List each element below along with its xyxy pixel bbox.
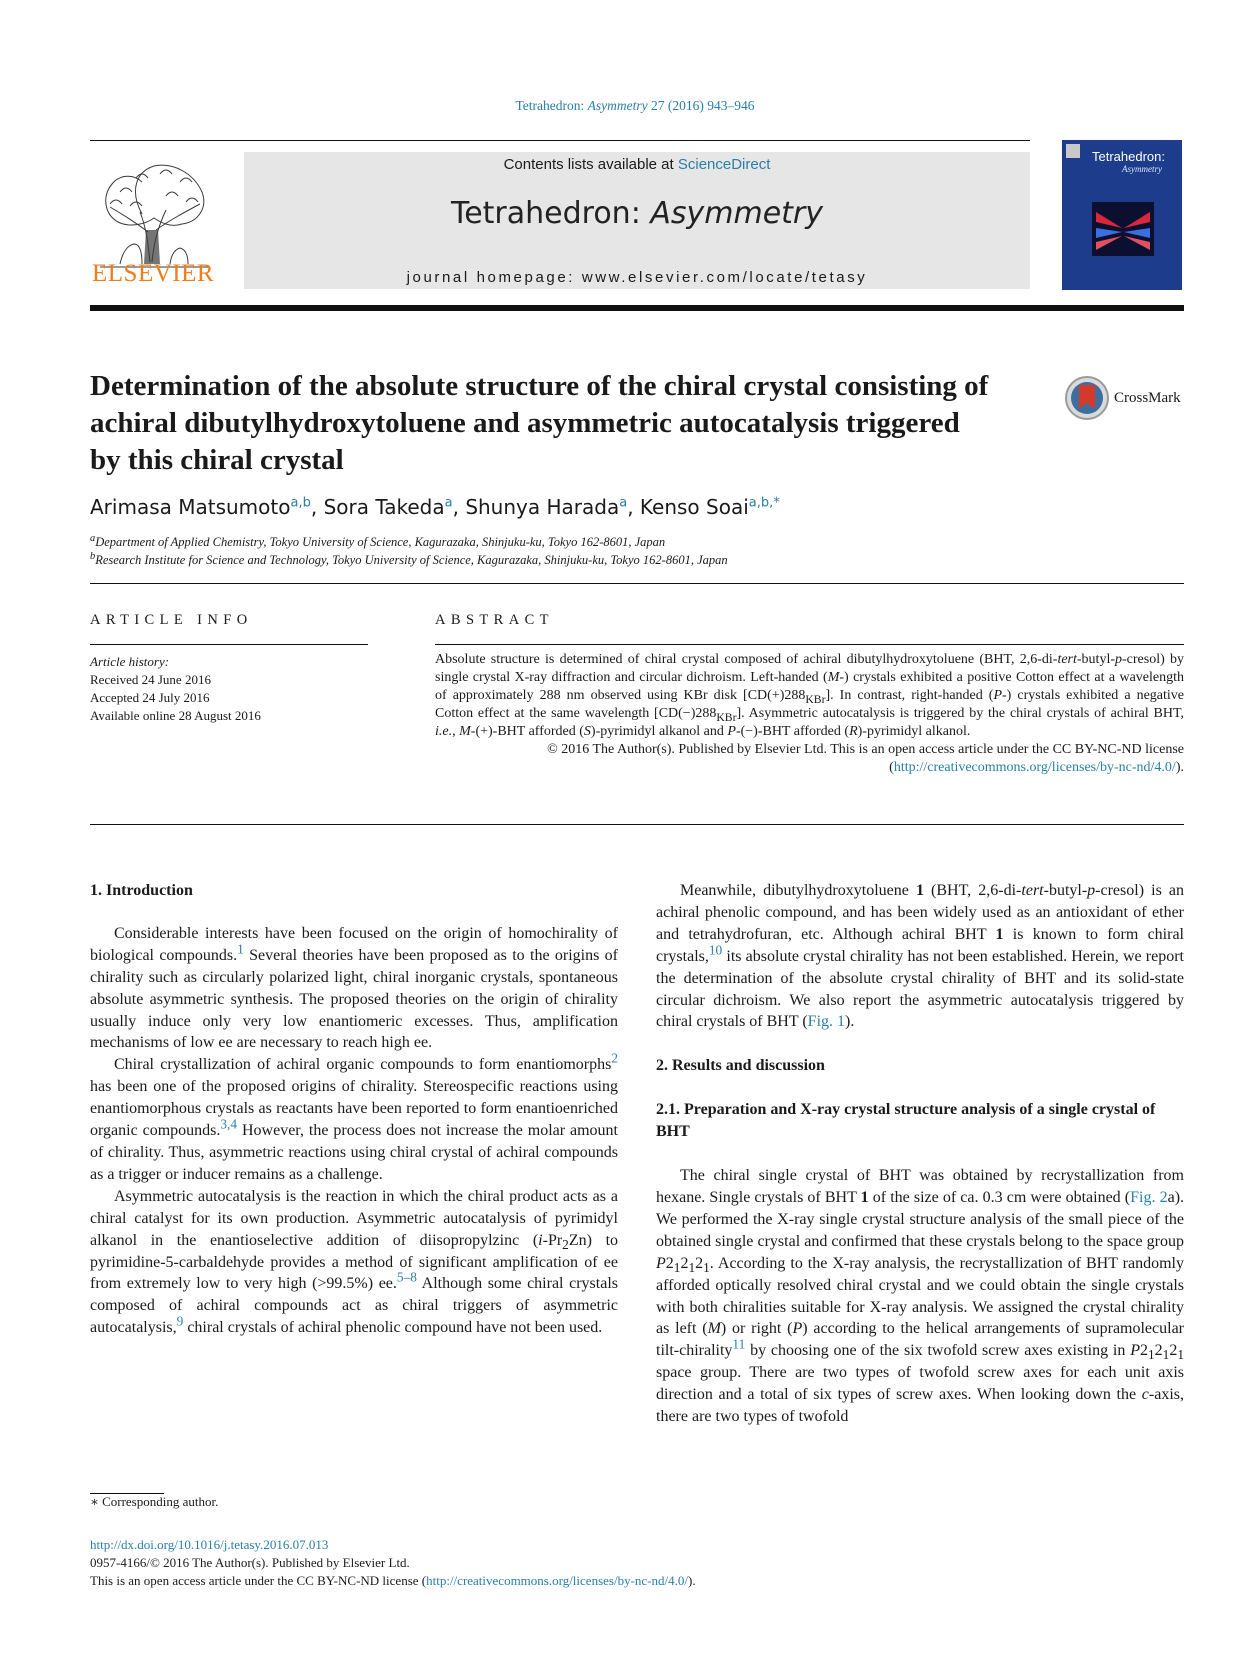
paragraph: Meanwhile, dibutylhydroxytoluene 1 (BHT, 2,6-di-tert-butyl-p-cresol) is an achiral phenolic compound, and has been widely used as an antioxidant of ether and tetrahydrofuran, etc. Although achiral BHT 1 is known to form chiral crystals,$^{10}$ its absolute crystal chirality has not been established. Herein, we report the determination of the absolute crystal chirality of BHT and its solid-state circular dichroism. We also report the asymmetric autocatalysis triggered by chiral crystals of BHT (Fig. 1). — [656, 882, 1184, 1031]
subsection-heading: 2.1. Preparation and X-ray crystal structure analysis of a single crystal of BHT — [656, 1101, 1156, 1141]
sciencedirect-link[interactable]: ScienceDirect — [677, 156, 771, 173]
author-name[interactable]: Shunya Harada — [465, 495, 620, 519]
article-history — [90, 653, 261, 725]
doi-link[interactable]: http://dx.doi.org/10.1016/j.tetasy.2016.07.013 — [90, 1537, 329, 1552]
abstract-copyright: © 2016 The Author(s). Published by Elsevier Ltd. This is an open access article under the CC BY-NC-ND license (http://creativecommons.org/licenses/by-nc-nd/4.0/). — [547, 742, 1184, 775]
doi-block — [90, 1536, 696, 1590]
article-info-heading: ARTICLE INFO — [90, 612, 253, 628]
elsevier-logo — [90, 152, 218, 292]
right-column — [656, 880, 1184, 1428]
citation-link[interactable]: 2 — [611, 1051, 618, 1067]
crossmark-icon[interactable] — [1064, 375, 1110, 421]
paragraph: The chiral single crystal of BHT was obtained by recrystallization from hexane. Single crystals of BHT 1 of the size of ca. 0.3 cm were obtained (Fig. 2a). We performed the X-ray single crystal structure analysis of the small piece of the obtained single crystal and confirmed that these crystals belong to the space group $P2_12_12_1$. According to the X-ray analysis, the recrystallization of BHT randomly afforded optically resolved chiral crystal and we could obtain the single crystals with both chiralities suitable for X-ray analysis. We assigned the crystal chirality as left (M) or right (P) according to the helical arrangements of supramolecular tilt-chirality$^{11}$ by choosing one of the six twofold screw axes existing in $P2_12_12_1$ space group. There are two types of twofold screw axes for each unit axis direction and a total of six types of screw axes. When looking down the c-axis, there are two types of twofold — [656, 1167, 1185, 1426]
journal-title — [244, 196, 1030, 231]
citation-link[interactable]: 3,4 — [220, 1116, 238, 1132]
affiliation-sup: b — [90, 550, 96, 562]
figure-link[interactable]: Fig. 2 — [1130, 1188, 1168, 1206]
author-name[interactable]: Arimasa Matsumoto — [90, 495, 291, 519]
citation-link[interactable]: 11 — [732, 1336, 746, 1352]
history-accepted: Accepted 24 July 2016 — [90, 690, 210, 705]
section-heading: 1. Introduction — [90, 882, 193, 899]
author-separator: , — [452, 495, 466, 519]
journal-title-italic: Asymmetry — [650, 196, 824, 231]
journal-cover — [1062, 140, 1182, 290]
paragraph: Asymmetric autocatalysis is the reaction in which the chiral product acts as a chiral catalyst for its own production. Asymmetric autocatalysis of pyrimidyl alkanol in the enantioselective addition of diisopropylzinc $(i-Pr_2Zn)$ to pyrimidine-5-carbaldehyde provides a method of significant amplification of ee from extremely low to very high (>99.5%) ee.$^{5-8}$ Although some chiral crystals composed of achiral compounds act as chiral triggers of asymmetric autocatalysis,$^9$ chiral crystals of achiral phenolic compound have not been used. — [90, 1187, 619, 1337]
citation-link[interactable]: 10 — [708, 942, 723, 958]
citation-link[interactable]: 1 — [237, 941, 244, 957]
author-affil-sup[interactable]: a — [444, 495, 453, 511]
journal-homepage — [244, 269, 1030, 286]
cover-logo-icon — [1066, 144, 1080, 158]
author-name[interactable]: Sora Takeda — [323, 495, 445, 519]
author-affil-sup[interactable]: a,b — [290, 495, 311, 511]
journal-title-plain: Tetrahedron: — [450, 196, 651, 231]
affiliation-text: Research Institute for Science and Technology, Tokyo University of Science, Kagurazaka, Shinjuku-ku, Tokyo 162-8601, Japan — [95, 553, 728, 567]
abstract-rule — [435, 644, 1184, 645]
article-title: Determination of the absolute structure of the chiral crystal consisting of achiral dibutylhydroxytoluene and asymmetric autocatalysis triggered by this chiral crystal — [90, 370, 989, 476]
abstract-heading: ABSTRACT — [435, 612, 554, 628]
affiliation — [90, 550, 728, 568]
author-separator: , — [627, 495, 640, 519]
corresponding-author-note: ∗ Corresponding author. — [90, 1494, 219, 1509]
section-rule — [90, 583, 1184, 584]
history-online: Available online 28 August 2016 — [90, 708, 261, 723]
homepage-url[interactable]: www.elsevier.com/locate/tetasy — [581, 269, 868, 286]
contents-line — [244, 156, 1030, 173]
affiliation-sup: a — [90, 532, 96, 544]
contents-prefix: Contents lists available at — [503, 156, 678, 173]
journal-ref-journal: Asymmetry — [587, 98, 648, 113]
history-label: Article history: — [90, 654, 170, 669]
history-received: Received 24 June 2016 — [90, 672, 211, 687]
left-column — [90, 880, 618, 1339]
paragraph: Considerable interests have been focused on the origin of homochirality of biological compounds.$^1$ Several theories have been proposed as to the origins of chirality such as circularly polarized light, chiral inorganic crystals, spontaneous absolute asymmetric synthesis. The proposed theories on the origin of chirality usually induce only very low enantiomeric excesses. Thus, amplification mechanisms of low ee are necessary to reach high ee. — [90, 924, 618, 1052]
author-affil-sup[interactable]: a — [619, 495, 628, 511]
cover-title: Tetrahedron: — [1092, 149, 1165, 164]
journal-banner — [244, 152, 1030, 289]
journal-ref-prefix: Tetrahedron: — [515, 98, 588, 113]
affiliation — [90, 532, 666, 550]
license-link[interactable]: http://creativecommons.org/licenses/by-nc-nd/4.0/ — [426, 1573, 688, 1588]
section-rule — [90, 824, 1184, 825]
author-list — [90, 495, 780, 519]
journal-ref-suffix: 27 (2016) 943–946 — [647, 98, 755, 113]
citation-link[interactable]: 9 — [176, 1313, 184, 1329]
abstract-text: Absolute structure is determined of chiral crystal composed of achiral dibutylhydroxytoluene (BHT, 2,6-di-tert-butyl-p-cresol) by single crystal X-ray diffraction and circular dichroism. Left-handed (M-) crystals exhibited a positive Cotton effect at a wavelength of approximately 288 nm observed using KBr disk $[CD(+)288_{KBr}]$. In contrast, right-handed (P-) crystals exhibited a negative Cotton effect at the same wavelength $[CD(-)288_{KBr}]$. Asymmetric autocatalysis is triggered by the chiral crystals of achiral BHT, i.e., M-(+)-BHT afforded (S)-pyrimidyl alkanol and P-(−)-BHT afforded (R)-pyrimidyl alkanol. © 2016 The Author(s). Published by Elsevier Ltd. This is an open access article under the CC BY-NC-ND license (http://creativecommons.org/licenses/by-nc-nd/4.0/). — [435, 652, 1184, 775]
license-link[interactable]: http://creativecommons.org/licenses/by-nc-nd/4.0/ — [893, 760, 1176, 775]
article-info-rule — [90, 644, 368, 645]
homepage-prefix: journal homepage: — [406, 269, 582, 286]
cover-art-icon — [1092, 202, 1154, 256]
figure-link[interactable]: Fig. 1 — [807, 1013, 846, 1031]
author-separator: , — [310, 495, 324, 519]
cover-subtitle: Asymmetry — [1122, 164, 1162, 174]
citation-link[interactable]: 5–8 — [396, 1270, 417, 1286]
open-access-line: This is an open access article under the CC BY-NC-ND license (http://creativecommons.org/licenses/by-nc-nd/4.0/). — [90, 1573, 696, 1588]
journal-reference[interactable] — [0, 98, 1241, 114]
author-affil-sup[interactable]: a,b,* — [748, 495, 780, 511]
header-thick-rule — [90, 305, 1184, 311]
author-name[interactable]: Kenso Soai — [639, 495, 749, 519]
section-heading: 2. Results and discussion — [656, 1057, 825, 1075]
issn-line: 0957-4166/© 2016 The Author(s). Published by Elsevier Ltd. — [90, 1555, 410, 1570]
publisher-name: ELSEVIER — [92, 260, 215, 287]
affiliation-text: Department of Applied Chemistry, Tokyo University of Science, Kagurazaka, Shinjuku-ku, Tokyo 162-8601, Japan — [95, 535, 666, 549]
header-rule — [90, 140, 1030, 141]
paragraph: Chiral crystallization of achiral organic compounds to form enantiomorphs$^2$ has been one of the proposed origins of chirality. Stereospecific reactions using enantiomorphous crystals as reactants have been reported to form enantioenriched organic compounds.$^{3,4}$ However, the process does not increase the molar amount of chirality. Thus, asymmetric reactions using chiral crystal of achiral compounds as a trigger or inducer remains as a challenge. — [90, 1051, 618, 1183]
crossmark-label[interactable]: CrossMark — [1114, 390, 1181, 406]
